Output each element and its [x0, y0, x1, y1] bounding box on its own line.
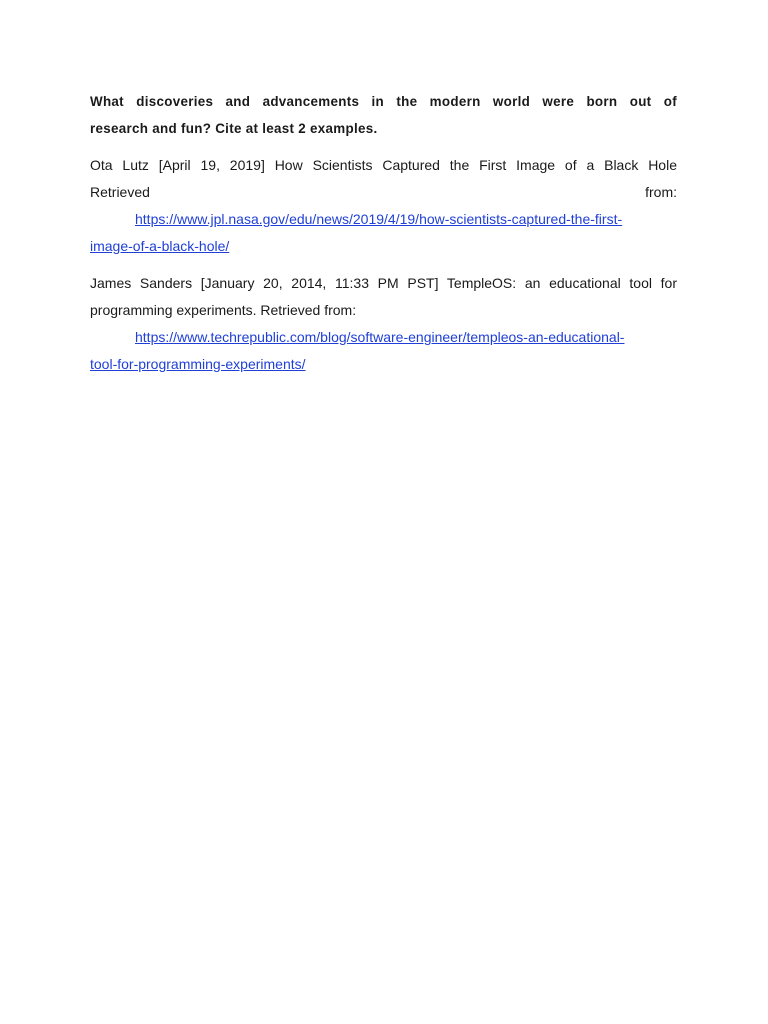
reference-2-link-line-1[interactable]: https://www.techrepublic.com/blog/software-engineer/templeos-an-educational-	[135, 329, 625, 345]
reference-2	[90, 270, 677, 378]
question-line-2: research and fun? Cite at least 2 examples.	[90, 121, 378, 136]
question-line-1: What discoveries and advancements in the modern world were born out of	[90, 94, 677, 109]
reference-2-citation-line-2: programming experiments. Retrieved from:	[90, 302, 357, 318]
reference-2-citation-line-1: James Sanders [January 20, 2014, 11:33 PM PST] TempleOS: an educational tool for	[90, 275, 677, 291]
reference-1-link-line-2[interactable]: image-of-a-black-hole/	[90, 238, 230, 254]
reference-1-url[interactable]	[90, 211, 622, 254]
document-body	[90, 88, 677, 378]
reference-2-url[interactable]	[90, 329, 624, 372]
reference-1-from-label: from:	[645, 184, 677, 200]
reference-2-link-line-2[interactable]: tool-for-programming-experiments/	[90, 356, 306, 372]
reference-1-retrieved-label: Retrieved	[90, 184, 150, 200]
question-heading	[90, 88, 677, 142]
reference-1-link-line-1[interactable]: https://www.jpl.nasa.gov/edu/news/2019/4/19/how-scientists-captured-the-first-	[135, 211, 623, 227]
reference-1-citation-line-2	[90, 179, 677, 206]
reference-1	[90, 152, 677, 260]
reference-1-citation-line-1: Ota Lutz [April 19, 2019] How Scientists Captured the First Image of a Black Hole	[90, 157, 677, 173]
